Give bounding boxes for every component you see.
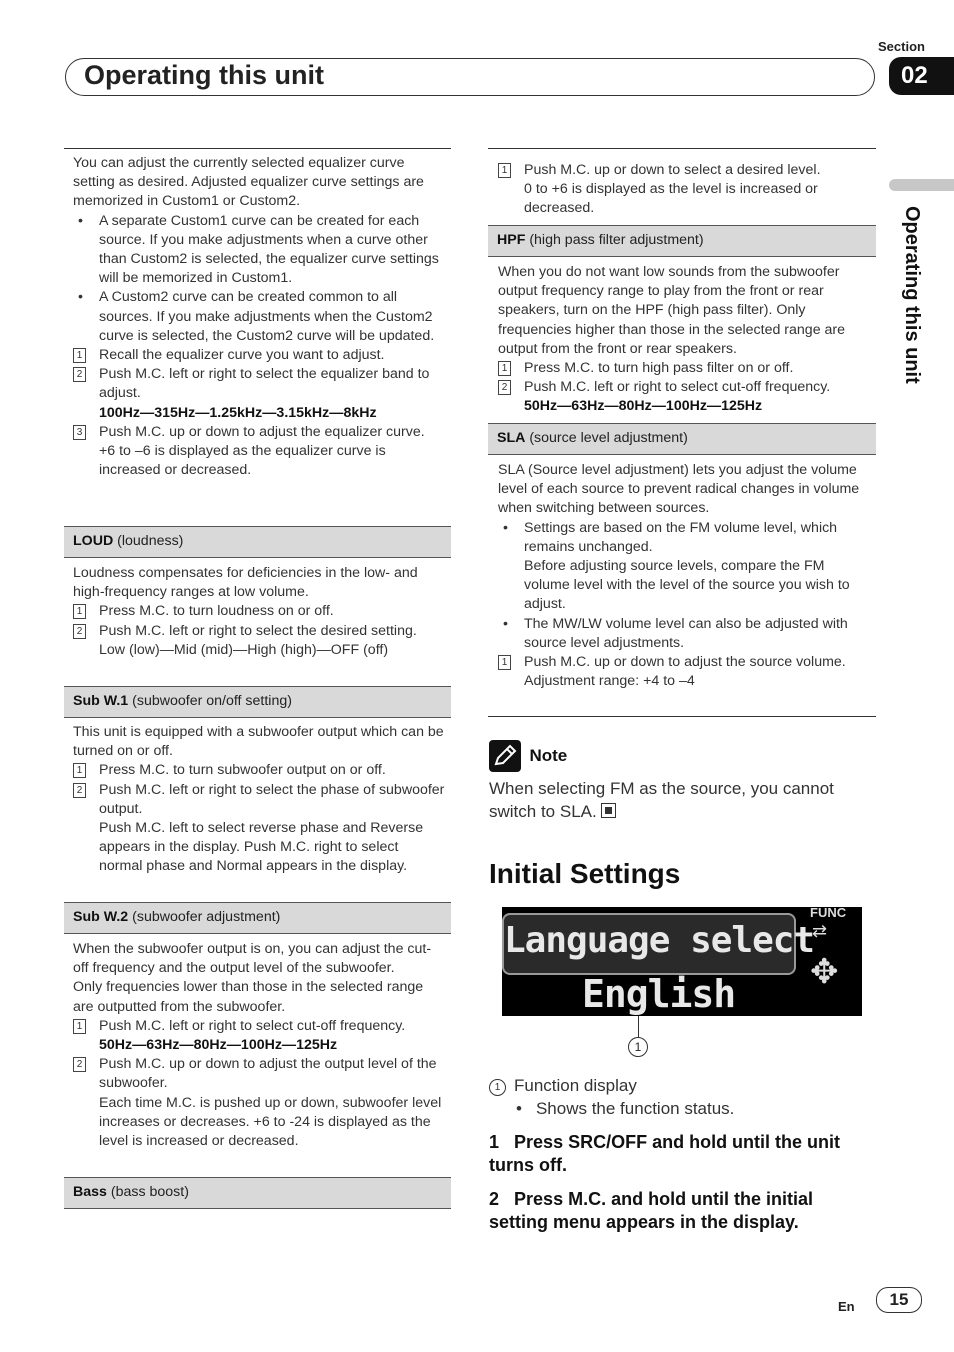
loud-section [73,564,445,660]
step-item: 1 Push M.C. up or down to select a desired level. [498,161,870,180]
loud-header [64,526,451,558]
step-text: Push M.C. left or right to select the desired setting. [99,622,417,639]
step-item: 3 Push M.C. up or down to adjust the equalizer curve. [73,423,445,442]
sla-section [498,461,870,691]
bullet-text: Settings are based on the FM volume level, which remains unchanged. [524,519,838,555]
subw1-desc: (subwoofer on/off setting) [128,693,292,709]
hpf-label: HPF [497,232,526,248]
initial-settings-title: Initial Settings [489,858,681,889]
step-item: 1 Push M.C. up or down to adjust the source volume. [498,653,870,672]
bass-section [498,161,870,219]
bullet-text: The MW/LW volume level can also be adjusted with source level adjustments. [524,615,848,651]
step-item: 2 Push M.C. left or right to select the desired setting. [73,622,445,641]
hpf-intro: When you do not want low sounds from the subwoofer output frequency range to play from the front or rear speakers, turn on the HPF (high pass filter). Only frequencies higher than those in the selected range are output from the front or rear speakers. [498,264,846,357]
step-text: Press SRC/OFF and hold until the unit turns off. [489,1132,841,1175]
subw1-header [64,686,451,718]
note-heading [489,740,567,772]
step-detail: +6 to –6 is displayed as the equalizer curve is increased or decreased. [99,443,386,479]
legend-text: Function display [514,1076,637,1095]
step-detail: 0 to +6 is displayed as the level is increased or decreased. [524,181,818,217]
step-text: Recall the equalizer curve you want to adjust. [99,347,385,364]
subw1-label: Sub W.1 [73,693,129,709]
note-title: Note [529,746,568,765]
step-text: Push M.C. up or down to adjust the output level of the subwoofer. [99,1056,437,1092]
subw2-label: Sub W.2 [73,909,129,925]
subw2-section [73,940,445,1151]
subw2-desc: (subwoofer adjustment) [128,909,281,925]
bullet-detail: Before adjusting source levels, compare the FM volume level with the level of the source you wish to adjust. [524,558,850,613]
hpf-header [488,225,876,257]
bass-desc: (bass boost) [106,1184,189,1200]
step-detail: Push M.C. left to select reverse phase and Reverse appears in the display. Push M.C. right to select normal phase and Normal appears in the display. [99,820,424,875]
func-arrows-icon: ⇄ [812,921,828,941]
loud-label: LOUD [73,533,114,549]
step-item: 1 Press M.C. to turn high pass filter on or off. [498,359,870,378]
lcd-func-label: FUNC [810,907,847,920]
divider [64,148,451,149]
lcd-line1: Language select [504,920,815,961]
step-text: Push M.C. left or right to select cut-off frequency. [99,1017,406,1034]
step-detail: Each time M.C. is pushed up or down, subwoofer level increases or decreases. +6 to -24 is displayed as the level is increased or decreased. [99,1094,442,1150]
list-item: • A separate Custom1 curve can be created for each source. If you make adjustments when a curve other than Custom2 is selected, the equalizer curve settings will be memorized in Custom1. [78,212,439,287]
sla-label: SLA [497,430,526,446]
step-number: 2 [489,1189,500,1209]
step-item: 1 Press M.C. to turn subwoofer output on or off. [73,761,445,780]
divider [488,148,876,149]
section-label: Section [878,39,925,54]
sla-header [488,423,876,455]
loud-desc: (loudness) [113,533,184,549]
step-item: 1 Recall the equalizer curve you want to adjust. [73,346,445,365]
step-item: 2 Push M.C. up or down to adjust the output level of the subwoofer. [73,1055,445,1093]
step-item: 1 Push M.C. left or right to select cut-off frequency. [73,1017,445,1036]
section-number: 02 [889,57,954,95]
step-text: Push M.C. left or right to select cut-off frequency. [524,379,831,396]
end-mark-icon [601,803,616,818]
hpf-section [498,263,870,417]
step-item: 2 Push M.C. left or right to select the phase of subwoofer output. [73,781,445,819]
eq-intro: You can adjust the currently selected equalizer curve setting as desired. Adjusted equalizer curve settings are memorized in Custom1 or Custom2. [73,155,424,210]
step-item: 2 Push M.C. left or right to select the equalizer band to adjust. [73,365,445,403]
sla-intro: SLA (Source level adjustment) lets you adjust the volume level of each source to prevent radical changes in volume when switching between sources. [498,462,860,517]
subw2-freqs: 50Hz—63Hz—80Hz—100Hz—125Hz [99,1037,338,1054]
loud-levels: Low (low)—Mid (mid)—High (high)—OFF (off) [99,641,389,658]
language-code: En [838,1299,855,1314]
step-text: Press M.C. to turn high pass filter on or off. [524,360,794,377]
legend-item [489,1074,874,1097]
list-item: • Settings are based on the FM volume level, which remains unchanged. [503,519,838,555]
subw1-section [73,723,445,877]
step-text: Push M.C. left or right to select the equalizer band to adjust. [99,366,430,402]
eq-bands: 100Hz—315Hz—1.25kHz—3.15kHz—8kHz [99,404,377,421]
step-text: Push M.C. up or down to select a desired level. [524,162,821,178]
page-number: 15 [876,1287,922,1313]
bullet-text: A separate Custom1 curve can be created for each source. If you make adjustments when a curve other than Custom2 is selected, the equalizer curve settings will be memorized in Custom1. [99,212,439,287]
procedure-step-1 [489,1131,874,1177]
legend-marker: 1 [489,1079,506,1096]
note-text-wrap [489,777,874,823]
side-tab-bar [889,179,954,191]
procedure-step-2 [489,1188,874,1234]
callout-marker: 1 [628,1037,648,1057]
step-detail: Adjustment range: +4 to –4 [524,673,695,690]
loud-intro: Loudness compensates for deficiencies in the low- and high-frequency ranges at low volume. [73,565,418,601]
legend-bullet-text: Shows the function status. [535,1099,735,1118]
list-item: • The MW/LW volume level can also be adjusted with source level adjustments. [503,615,848,651]
list-item: • A Custom2 curve can be created common to all sources. If you make adjustments when the Custom2 curve is selected, the Custom2 curve will be updated. [78,289,435,344]
sla-desc: (source level adjustment) [525,430,688,446]
bass-header [64,1177,451,1209]
step-text: Press M.C. to turn subwoofer output on or off. [99,762,386,779]
step-text: Press M.C. and hold until the initial setting menu appears in the display. [489,1189,814,1232]
step-text: Push M.C. left or right to select the phase of subwoofer output. [99,781,445,817]
lcd-display-image [502,907,862,1016]
bullet-text: A Custom2 curve can be created common to all sources. If you make adjustments when the Custom2 curve is selected, the Custom2 curve will be updated. [99,289,435,344]
step-text: Press M.C. to turn loudness on or off. [99,603,334,620]
side-tab-label: Operating this unit [901,206,923,384]
subw2-header [64,902,451,934]
equalizer-section [73,154,445,480]
step-text: Push M.C. up or down to adjust the equalizer curve. [99,423,425,440]
legend [489,1074,874,1120]
joystick-icon: ✥ [810,953,839,991]
hpf-freqs: 50Hz—63Hz—80Hz—100Hz—125Hz [524,398,763,415]
lcd-line2: English [582,972,736,1016]
hpf-desc: (high pass filter adjustment) [525,232,704,248]
pencil-note-icon [489,740,521,772]
step-text: Push M.C. up or down to adjust the source volume. [524,654,846,671]
bass-label: Bass [73,1184,107,1200]
page-title: Operating this unit [84,60,324,90]
step-number: 1 [489,1132,500,1152]
subw2-intro: When the subwoofer output is on, you can adjust the cut-off frequency and the output level of the subwoofer. [73,941,432,977]
subw1-intro: This unit is equipped with a subwoofer output which can be turned on or off. [73,724,444,760]
legend-bullet: • Shows the function status. [516,1099,735,1118]
step-item: 1 Press M.C. to turn loudness on or off. [73,602,445,621]
step-item: 2 Push M.C. left or right to select cut-off frequency. [498,378,870,397]
note-text: When selecting FM as the source, you cannot switch to SLA. [489,779,834,821]
subw2-intro2: Only frequencies lower than those in the selected range are outputted from the subwoofer. [73,979,424,1015]
callout-line [638,1016,639,1038]
divider [488,716,876,717]
